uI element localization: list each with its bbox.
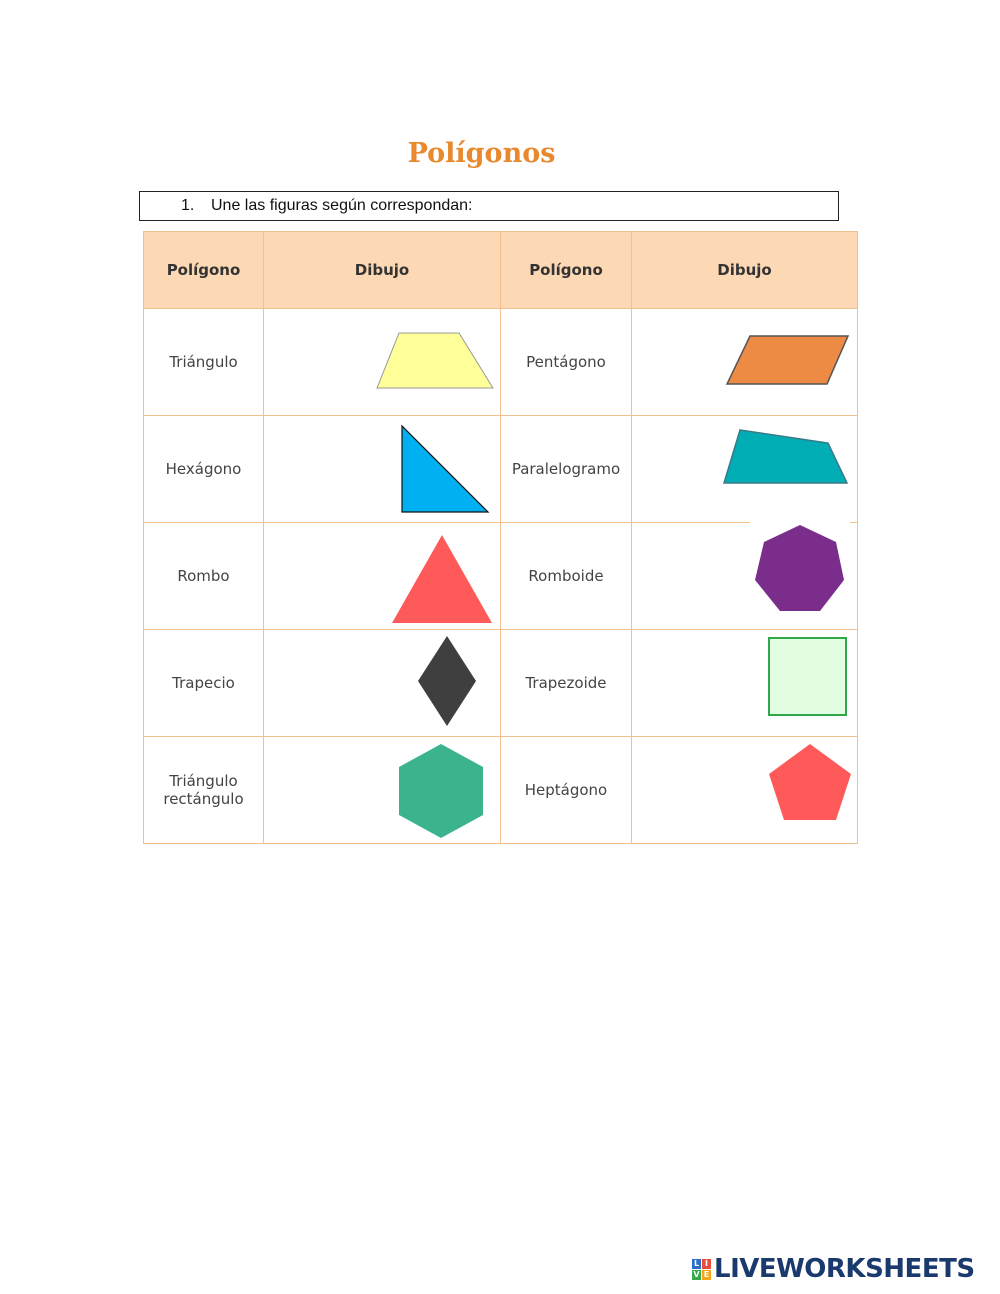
polygon-name-cell[interactable]: Heptágono	[501, 737, 632, 844]
parallelogram-orange-icon[interactable]	[725, 334, 851, 386]
drawing-cell[interactable]	[632, 309, 858, 416]
polygon-table	[143, 231, 858, 844]
polygon-name-cell[interactable]: Pentágono	[501, 309, 632, 416]
square-green-icon[interactable]	[767, 636, 849, 718]
polygon-name-cell[interactable]: Triángulo	[144, 309, 264, 416]
drawing-cell[interactable]	[632, 416, 858, 523]
polygon-name-line2: rectángulo	[163, 790, 244, 808]
polygon-name-cell[interactable]	[144, 737, 264, 844]
polygon-name-cell[interactable]: Paralelogramo	[501, 416, 632, 523]
polygon-name-cell[interactable]: Rombo	[144, 523, 264, 630]
drawing-cell[interactable]	[632, 737, 858, 844]
drawing-cell[interactable]	[264, 309, 501, 416]
polygon-name-cell[interactable]: Trapezoide	[501, 630, 632, 737]
table-header-row	[144, 232, 858, 309]
drawing-cell[interactable]	[632, 630, 858, 737]
table-row	[144, 630, 858, 737]
polygon-name-cell[interactable]: Trapecio	[144, 630, 264, 737]
rhombus-dark-icon[interactable]	[416, 634, 478, 728]
hexagon-green-icon[interactable]	[396, 742, 486, 840]
table-row	[144, 737, 858, 844]
page-title: Polígonos	[407, 138, 556, 169]
table-row	[144, 309, 858, 416]
header-poligono-1: Polígono	[144, 232, 264, 309]
trapezoid-teal-icon[interactable]	[722, 428, 850, 486]
logo-mark-icon: L I V E	[693, 1258, 710, 1279]
header-dibujo-1: Dibujo	[264, 232, 501, 309]
instruction-number: 1.	[181, 197, 195, 214]
drawing-cell[interactable]	[264, 630, 501, 737]
instruction-text: Une las figuras según correspondan:	[211, 197, 473, 214]
triangle-red-icon[interactable]	[390, 533, 494, 625]
logo-text: LIVEWORKSHEETS	[714, 1254, 975, 1284]
instruction-box	[139, 191, 839, 221]
pentagon-red-icon[interactable]	[767, 742, 853, 822]
right-triangle-blue-icon[interactable]	[400, 424, 490, 514]
heptagon-purple-icon[interactable]	[750, 521, 850, 619]
drawing-cell[interactable]	[264, 416, 501, 523]
drawing-cell[interactable]	[264, 523, 501, 630]
table-row	[144, 416, 858, 523]
polygon-name-cell[interactable]: Hexágono	[144, 416, 264, 523]
polygon-name-line1: Triángulo	[169, 772, 238, 790]
header-poligono-2: Polígono	[501, 232, 632, 309]
header-dibujo-2: Dibujo	[632, 232, 858, 309]
drawing-cell[interactable]	[632, 523, 858, 630]
polygon-name-cell[interactable]: Romboide	[501, 523, 632, 630]
trapezoid-yellow-icon[interactable]	[375, 331, 497, 391]
table-row	[144, 523, 858, 630]
liveworksheets-logo	[692, 1252, 975, 1286]
drawing-cell[interactable]	[264, 737, 501, 844]
